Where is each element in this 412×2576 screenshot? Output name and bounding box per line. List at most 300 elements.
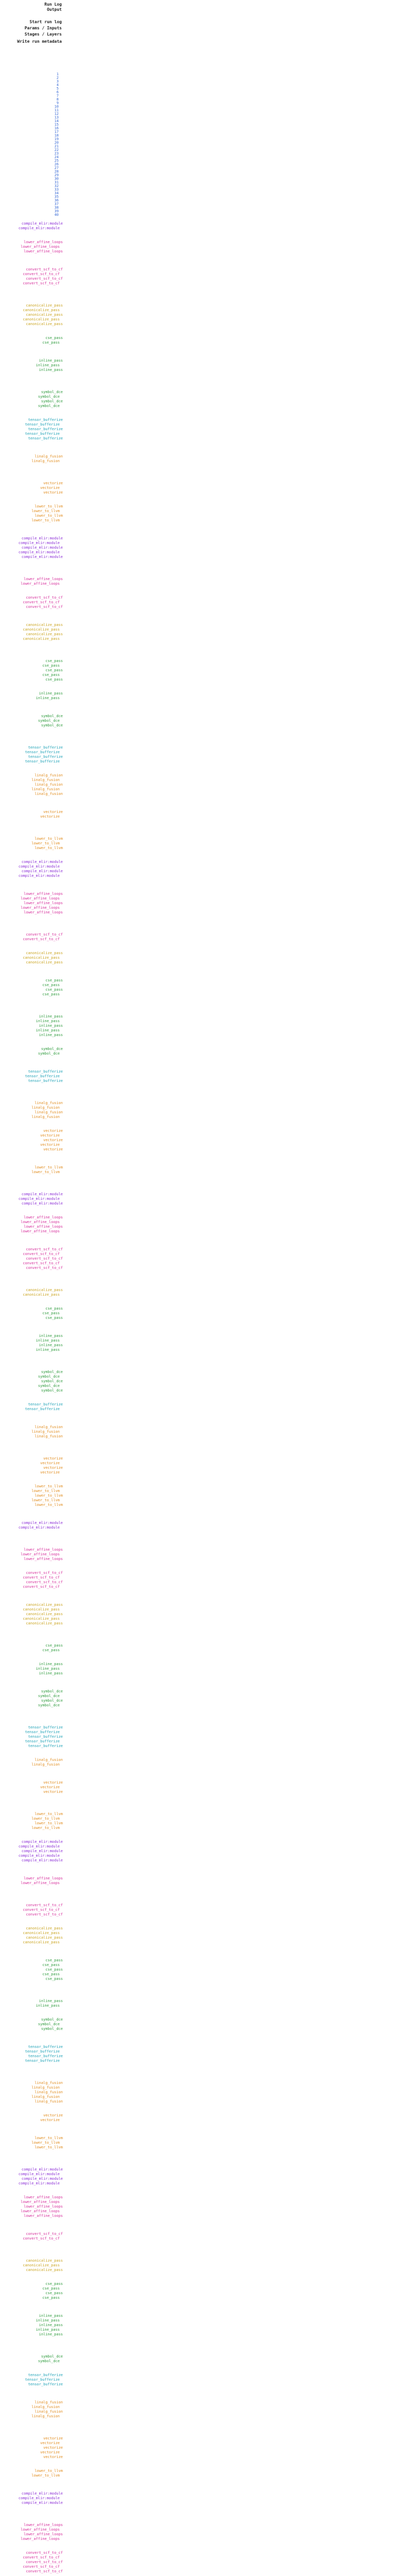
gutter-number: 28 xyxy=(54,170,59,174)
gutter-number: 22 xyxy=(54,148,59,152)
log-line: cse_pass xyxy=(45,1316,63,1320)
log-line: linalg_fusion xyxy=(31,459,60,463)
log-line: lower_to_llvm xyxy=(31,509,60,513)
log-line: canonicalize_pass xyxy=(26,1936,63,1940)
log-line: vectorize xyxy=(43,1781,63,1785)
log-line: convert_scf_to_cf xyxy=(26,596,63,600)
log-line: tensor_bufferize xyxy=(25,1739,60,1743)
log-line: compile_mlir:module xyxy=(21,222,63,226)
log-line: compile_mlir:module xyxy=(21,1192,63,1196)
log-line: compile_mlir:module xyxy=(18,1854,60,1858)
log-line: canonicalize_pass xyxy=(26,313,63,317)
log-line: vectorize xyxy=(43,2455,63,2459)
log-line: lower_affine_loops xyxy=(24,901,63,905)
log-line: cse_pass xyxy=(45,978,63,982)
log-line: symbol_dce xyxy=(41,2018,63,2022)
log-line: compile_mlir:module xyxy=(18,1526,60,1530)
log-line: compile_mlir:module xyxy=(18,1197,60,1201)
log-line: vectorize xyxy=(40,1461,60,1465)
log-line: canonicalize_pass xyxy=(26,623,63,627)
log-line: cse_pass xyxy=(45,1307,63,1311)
log-line: vectorize xyxy=(40,1470,60,1475)
log-line: lower_to_llvm xyxy=(35,1503,63,1507)
gutter-number: 35 xyxy=(54,195,59,199)
log-line: compile_mlir:module xyxy=(18,2496,60,2500)
log-line: symbol_dce xyxy=(41,1379,63,1383)
log-line: inline_pass xyxy=(39,2314,63,2318)
log-line: convert_scf_to_cf xyxy=(26,1903,63,1907)
log-line: lower_affine_loops xyxy=(21,245,60,249)
log-line: compile_mlir:module xyxy=(21,869,63,873)
log-line: inline_pass xyxy=(39,368,63,372)
log-line: inline_pass xyxy=(36,1348,60,1352)
log-line: lower_affine_loops xyxy=(21,582,60,586)
log-line: tensor_bufferize xyxy=(28,1744,63,1748)
log-line: linalg_fusion xyxy=(35,1110,63,1114)
log-line: tensor_bufferize xyxy=(25,1730,60,1734)
log-line: cse_pass xyxy=(42,341,60,345)
log-line: cse_pass xyxy=(42,1311,60,1315)
log-line: convert_scf_to_cf xyxy=(26,1571,63,1575)
log-line: linalg_fusion xyxy=(35,2081,63,2085)
log-line: cse_pass xyxy=(45,1643,63,1648)
log-line: canonicalize_pass xyxy=(23,956,60,960)
log-line: compile_mlir:module xyxy=(21,536,63,540)
log-line: vectorize xyxy=(43,1138,63,1142)
log-line: convert_scf_to_cf xyxy=(26,2560,63,2564)
gutter-number: 36 xyxy=(54,198,59,202)
log-line: canonicalize_pass xyxy=(23,1293,60,1297)
log-line: lower_affine_loops xyxy=(24,1557,63,1561)
log-line: canonicalize_pass xyxy=(23,637,60,641)
log-line: vectorize xyxy=(43,1790,63,1794)
log-line: linalg_fusion xyxy=(35,783,63,787)
log-line: compile_mlir:module xyxy=(21,546,63,550)
log-line: linalg_fusion xyxy=(31,787,60,791)
gutter-number: 33 xyxy=(54,188,59,192)
log-line: tensor_bufferize xyxy=(28,1402,63,1406)
header-line-4: Params / Inputs xyxy=(24,26,62,30)
log-line: canonicalize_pass xyxy=(26,960,63,964)
log-line: linalg_fusion xyxy=(35,2099,63,2104)
log-line: linalg_fusion xyxy=(31,1106,60,1110)
log-line: compile_mlir:module xyxy=(18,226,60,230)
log-line: vectorize xyxy=(43,481,63,485)
log-line: lower_affine_loops xyxy=(24,1548,63,1552)
log-line: lower_affine_loops xyxy=(24,2532,63,2536)
header-line-5: Stages / Layers xyxy=(24,32,62,37)
gutter-number: 15 xyxy=(54,123,59,127)
log-line: canonicalize_pass xyxy=(23,1617,60,1621)
log-line: inline_pass xyxy=(39,2323,63,2327)
log-line: linalg_fusion xyxy=(35,2090,63,2094)
gutter-number: 11 xyxy=(54,108,59,112)
log-line: canonicalize_pass xyxy=(26,951,63,955)
log-line: symbol_dce xyxy=(38,395,60,399)
gutter-number: 39 xyxy=(54,209,59,213)
gutter-number: 4 xyxy=(56,83,59,87)
log-line: lower_affine_loops xyxy=(24,1876,63,1880)
log-line: inline_pass xyxy=(36,1667,60,1671)
log-line: vectorize xyxy=(43,2446,63,2450)
log-line: symbol_dce xyxy=(38,1384,60,1388)
log-line: symbol_dce xyxy=(41,714,63,718)
log-line: lower_affine_loops xyxy=(24,1215,63,1219)
log-line: inline_pass xyxy=(39,359,63,363)
log-line: inline_pass xyxy=(36,363,60,367)
log-line: convert_scf_to_cf xyxy=(26,267,63,272)
gutter-number: 29 xyxy=(54,173,59,177)
log-line: cse_pass xyxy=(45,336,63,340)
log-line: tensor_bufferize xyxy=(28,436,63,440)
log-line: vectorize xyxy=(40,1143,60,1147)
log-line: compile_mlir:module xyxy=(18,2172,60,2176)
log-line: symbol_dce xyxy=(41,2354,63,2359)
gutter-number: 17 xyxy=(54,130,59,134)
log-line: cse_pass xyxy=(45,2282,63,2286)
log-line: canonicalize_pass xyxy=(23,1931,60,1935)
log-line: tensor_bufferize xyxy=(25,432,60,436)
log-line: vectorize xyxy=(43,2113,63,2117)
log-line: vectorize xyxy=(40,2118,60,2122)
log-line: symbol_dce xyxy=(38,2359,60,2363)
log-line: symbol_dce xyxy=(41,1388,63,1393)
log-line: canonicalize_pass xyxy=(26,1612,63,1616)
gutter-number: 19 xyxy=(54,137,59,141)
log-line: cse_pass xyxy=(45,677,63,682)
log-line: symbol_dce xyxy=(41,1047,63,1051)
log-line: symbol_dce xyxy=(41,1699,63,1703)
gutter-number: 18 xyxy=(54,133,59,138)
log-line: cse_pass xyxy=(45,668,63,672)
log-line: tensor_bufferize xyxy=(25,422,60,427)
log-line: convert_scf_to_cf xyxy=(26,2569,63,2573)
log-line: symbol_dce xyxy=(41,1689,63,1693)
log-line: lower_affine_loops xyxy=(24,240,63,244)
gutter-number: 12 xyxy=(54,112,59,116)
log-line: vectorize xyxy=(40,1133,60,1138)
log-line: inline_pass xyxy=(36,1019,60,1023)
log-line: canonicalize_pass xyxy=(26,632,63,636)
log-line: vectorize xyxy=(43,1147,63,1151)
log-line: tensor_bufferize xyxy=(25,1074,60,1078)
log-line: vectorize xyxy=(43,1466,63,1470)
log-line: inline_pass xyxy=(39,1024,63,1028)
log-line: lower_to_llvm xyxy=(35,1484,63,1488)
log-line: vectorize xyxy=(43,1456,63,1461)
gutter-number: 25 xyxy=(54,159,59,163)
gutter-number: 21 xyxy=(54,144,59,148)
log-line: tensor_bufferize xyxy=(25,759,60,764)
log-line: compile_mlir:module xyxy=(21,1849,63,1853)
log-line: convert_scf_to_cf xyxy=(26,2551,63,2555)
gutter-number: 13 xyxy=(54,115,59,120)
log-line: canonicalize_pass xyxy=(26,1926,63,1930)
gutter-number: 7 xyxy=(56,94,59,98)
log-line: tensor_bufferize xyxy=(28,1725,63,1730)
log-line: cse_pass xyxy=(42,2286,60,2291)
gutter-number: 3 xyxy=(56,79,59,83)
log-line: inline_pass xyxy=(36,2004,60,2008)
gutter-number: 10 xyxy=(54,105,59,109)
log-line: symbol_dce xyxy=(38,1052,60,1056)
log-line: lower_to_llvm xyxy=(31,841,60,845)
log-line: cse_pass xyxy=(45,1977,63,1981)
gutter-number: 37 xyxy=(54,202,59,206)
header-line-3: Start run log xyxy=(29,20,62,24)
log-line: compile_mlir:module xyxy=(18,874,60,878)
log-line: canonicalize_pass xyxy=(23,1940,60,1944)
log-line: cse_pass xyxy=(42,983,60,987)
log-line: linalg_fusion xyxy=(35,1434,63,1438)
log-line: symbol_dce xyxy=(41,723,63,727)
log-line: tensor_bufferize xyxy=(28,1070,63,1074)
log-line: cse_pass xyxy=(45,659,63,663)
log-line: linalg_fusion xyxy=(35,2400,63,2404)
log-line: inline_pass xyxy=(39,1033,63,1037)
log-line: symbol_dce xyxy=(38,2022,60,2026)
log-line: lower_affine_loops xyxy=(24,249,63,253)
log-line: canonicalize_pass xyxy=(26,303,63,308)
gutter-number: 30 xyxy=(54,177,59,181)
log-line: linalg_fusion xyxy=(31,1115,60,1119)
gutter-number: 20 xyxy=(54,141,59,145)
log-line: vectorize xyxy=(40,2450,60,2454)
log-line: inline_pass xyxy=(36,2318,60,2323)
log-line: compile_mlir:module xyxy=(18,550,60,554)
log-line: inline_pass xyxy=(36,2328,60,2332)
log-line: linalg_fusion xyxy=(31,2086,60,2090)
log-line: inline_pass xyxy=(39,691,63,696)
log-line: linalg_fusion xyxy=(31,1430,60,1434)
log-line: inline_pass xyxy=(36,1028,60,1032)
log-line: convert_scf_to_cf xyxy=(23,937,60,941)
log-line: cse_pass xyxy=(45,1968,63,1972)
log-line: compile_mlir:module xyxy=(18,2181,60,2185)
log-line: convert_scf_to_cf xyxy=(23,1252,60,1256)
gutter-number: 6 xyxy=(56,90,59,94)
log-line: compile_mlir:module xyxy=(21,1201,63,1206)
gutter-number: 24 xyxy=(54,155,59,159)
log-line: tensor_bufferize xyxy=(25,2049,60,2054)
log-line: lower_affine_loops xyxy=(24,1225,63,1229)
log-line: linalg_fusion xyxy=(35,1758,63,1762)
log-line: linalg_fusion xyxy=(35,1425,63,1429)
log-line: lower_to_llvm xyxy=(35,1494,63,1498)
log-line: linalg_fusion xyxy=(35,773,63,777)
log-line: canonicalize_pass xyxy=(26,1288,63,1292)
log-line: canonicalize_pass xyxy=(26,2259,63,2263)
log-line: convert_scf_to_cf xyxy=(26,277,63,281)
log-line: symbol_dce xyxy=(41,399,63,403)
log-line: lower_affine_loops xyxy=(24,892,63,896)
log-line: lower_affine_loops xyxy=(24,2205,63,2209)
log-line: canonicalize_pass xyxy=(23,2263,60,2267)
log-line: lower_to_llvm xyxy=(35,2136,63,2140)
log-line: cse_pass xyxy=(42,1648,60,1652)
log-line: lower_affine_loops xyxy=(24,910,63,914)
log-line: symbol_dce xyxy=(41,2027,63,2031)
log-line: vectorize xyxy=(43,810,63,814)
log-line: lower_affine_loops xyxy=(21,1552,60,1556)
log-line: convert_scf_to_cf xyxy=(26,1247,63,1251)
log-line: inline_pass xyxy=(36,696,60,700)
gutter-number: 40 xyxy=(54,213,59,217)
log-line: lower_to_llvm xyxy=(31,1826,60,1830)
log-line: convert_scf_to_cf xyxy=(23,2236,60,2241)
log-line: lower_affine_loops xyxy=(21,2528,60,2532)
log-line: tensor_bufferize xyxy=(28,755,63,759)
log-line: compile_mlir:module xyxy=(21,1858,63,1862)
log-line: convert_scf_to_cf xyxy=(23,1585,60,1589)
gutter-number: 27 xyxy=(54,166,59,170)
log-line: compile_mlir:module xyxy=(21,2501,63,2505)
log-line: tensor_bufferize xyxy=(28,1735,63,1739)
log-line: convert_scf_to_cf xyxy=(23,2565,60,2569)
log-line: cse_pass xyxy=(42,1972,60,1976)
log-line: compile_mlir:module xyxy=(18,1844,60,1849)
log-line: lower_affine_loops xyxy=(24,577,63,581)
log-line: linalg_fusion xyxy=(31,2405,60,2409)
gutter-number: 14 xyxy=(54,119,59,123)
log-line: convert_scf_to_cf xyxy=(23,1575,60,1580)
log-line: vectorize xyxy=(43,1129,63,1133)
log-line: inline_pass xyxy=(39,2332,63,2336)
log-line: lower_to_llvm xyxy=(31,518,60,522)
log-line: convert_scf_to_cf xyxy=(23,272,60,276)
log-line: lower_to_llvm xyxy=(31,2141,60,2145)
log-line: cse_pass xyxy=(42,2296,60,2300)
log-line: lower_to_llvm xyxy=(31,1498,60,1502)
log-line: lower_affine_loops xyxy=(24,2195,63,2199)
log-line: inline_pass xyxy=(36,1338,60,1343)
log-line: canonicalize_pass xyxy=(23,1607,60,1612)
gutter-number: 32 xyxy=(54,184,59,188)
log-line: tensor_bufferize xyxy=(28,418,63,422)
log-line: inline_pass xyxy=(39,1343,63,1347)
log-line: symbol_dce xyxy=(41,1370,63,1374)
log-line: linalg_fusion xyxy=(31,2414,60,2418)
log-line: tensor_bufferize xyxy=(28,2382,63,2386)
log-line: compile_mlir:module xyxy=(21,2177,63,2181)
log-line: convert_scf_to_cf xyxy=(23,600,60,604)
log-line: lower_to_llvm xyxy=(35,1165,63,1170)
log-line: linalg_fusion xyxy=(35,792,63,796)
gutter-number: 31 xyxy=(54,180,59,184)
log-line: symbol_dce xyxy=(38,1703,60,1707)
gutter-number: 16 xyxy=(54,126,59,130)
log-line: convert_scf_to_cf xyxy=(23,2555,60,2560)
header-line-2: Output xyxy=(47,7,62,12)
log-line: lower_affine_loops xyxy=(21,2209,60,2213)
log-line: lower_to_llvm xyxy=(31,1817,60,1821)
log-line: tensor_bufferize xyxy=(25,750,60,754)
log-line: linalg_fusion xyxy=(31,778,60,782)
log-line: convert_scf_to_cf xyxy=(26,605,63,609)
log-line: cse_pass xyxy=(42,992,60,996)
log-line: convert_scf_to_cf xyxy=(23,281,60,285)
log-line: convert_scf_to_cf xyxy=(26,1580,63,1584)
gutter-number: 1 xyxy=(56,72,59,76)
log-line: tensor_bufferize xyxy=(28,745,63,750)
log-line: vectorize xyxy=(40,815,60,819)
log-line: cse_pass xyxy=(42,1963,60,1967)
log-line: tensor_bufferize xyxy=(25,1407,60,1411)
log-line: tensor_bufferize xyxy=(25,2059,60,2063)
log-line: compile_mlir:module xyxy=(21,860,63,864)
log-line: convert_scf_to_cf xyxy=(26,2232,63,2236)
log-line: lower_to_llvm xyxy=(35,837,63,841)
log-line: cse_pass xyxy=(42,673,60,677)
log-line: linalg_fusion xyxy=(31,2095,60,2099)
gutter-number: 23 xyxy=(54,151,59,156)
log-line: compile_mlir:module xyxy=(18,541,60,545)
gutter-number: 8 xyxy=(56,97,59,101)
log-line: vectorize xyxy=(40,1785,60,1789)
log-line: compile_mlir:module xyxy=(18,865,60,869)
gutter-number: 34 xyxy=(54,191,59,195)
log-line: compile_mlir:module xyxy=(21,2492,63,2496)
log-line: lower_to_llvm xyxy=(35,1821,63,1825)
log-line: canonicalize_pass xyxy=(23,628,60,632)
gutter-number: 9 xyxy=(56,101,59,105)
header-line-1: Run Log xyxy=(44,2,62,7)
log-line: inline_pass xyxy=(39,1334,63,1338)
log-line: cse_pass xyxy=(45,2291,63,2295)
log-line: convert_scf_to_cf xyxy=(23,1261,60,1265)
log-line: symbol_dce xyxy=(41,390,63,394)
log-line: linalg_fusion xyxy=(35,1101,63,1105)
log-line: symbol_dce xyxy=(38,1694,60,1698)
log-line: lower_to_llvm xyxy=(31,1170,60,1174)
log-line: symbol_dce xyxy=(38,719,60,723)
log-line: lower_affine_loops xyxy=(24,2214,63,2218)
gutter-number: 5 xyxy=(56,87,59,91)
log-line: inline_pass xyxy=(39,1662,63,1666)
log-line: tensor_bufferize xyxy=(28,2045,63,2049)
log-line: compile_mlir:module xyxy=(21,2167,63,2172)
log-line: tensor_bufferize xyxy=(28,2054,63,2058)
log-line: compile_mlir:module xyxy=(21,1521,63,1525)
log-line: lower_to_llvm xyxy=(35,846,63,850)
gutter-number: 38 xyxy=(54,206,59,210)
log-line: inline_pass xyxy=(39,1671,63,1675)
gutter-number: 26 xyxy=(54,162,59,166)
log-line: lower_affine_loops xyxy=(21,906,60,910)
log-line: lower_affine_loops xyxy=(21,1229,60,1233)
log-line: lower_affine_loops xyxy=(21,2537,60,2541)
log-line: inline_pass xyxy=(39,1014,63,1019)
log-line: canonicalize_pass xyxy=(23,308,60,312)
log-line: lower_affine_loops xyxy=(21,2200,60,2204)
log-line: vectorize xyxy=(40,2441,60,2445)
log-line: canonicalize_pass xyxy=(26,1621,63,1625)
gutter-number: 2 xyxy=(56,76,59,80)
log-line: linalg_fusion xyxy=(35,2410,63,2414)
log-line: lower_affine_loops xyxy=(21,1220,60,1224)
log-line: lower_affine_loops xyxy=(24,2523,63,2527)
log-line: vectorize xyxy=(43,2436,63,2441)
log-line: canonicalize_pass xyxy=(23,317,60,321)
log-line: canonicalize_pass xyxy=(26,322,63,326)
log-line: linalg_fusion xyxy=(31,1762,60,1767)
log-line: convert_scf_to_cf xyxy=(26,1257,63,1261)
log-line: convert_scf_to_cf xyxy=(26,1266,63,1270)
log-line: lower_affine_loops xyxy=(21,896,60,901)
log-line: lower_to_llvm xyxy=(35,504,63,509)
log-line: lower_affine_loops xyxy=(21,1881,60,1885)
log-line: convert_scf_to_cf xyxy=(26,933,63,937)
